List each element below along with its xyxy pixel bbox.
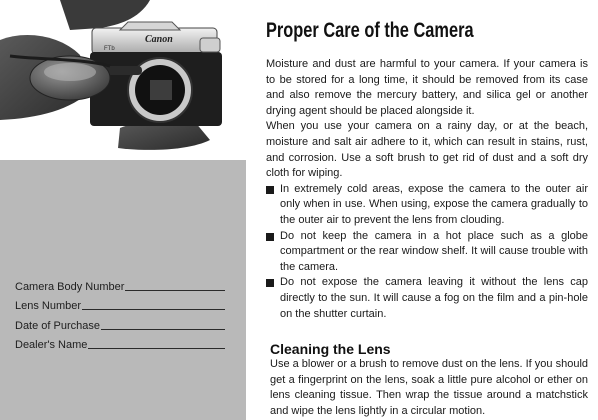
field-label: Lens Number (15, 300, 82, 312)
owner-record-panel (0, 160, 246, 420)
cleaning-text: Use a blower or a brush to remove dust on the lens. If you should get a fingerprint on the lens, soak a little pure alcohol or ether on lens cleaning tissue. Then wrap the tissue around a matchstick and wipe the lens lightly in a circular motion. (270, 358, 588, 417)
section-heading: Cleaning the Lens (270, 341, 391, 357)
care-body (266, 57, 588, 322)
field-label: Date of Purchase (15, 319, 100, 332)
bullet-item (266, 275, 588, 322)
square-bullet-icon (266, 233, 274, 241)
bullet-item (266, 229, 588, 276)
fill-in-line (88, 348, 225, 349)
text-column (266, 0, 588, 420)
bullet-text: In extremely cold areas, expose the camera to the outer air only when in use. When using, expose the camera gradually to the outer air to prevent the lens from clouding. (280, 182, 588, 226)
fill-in-line (101, 329, 225, 330)
record-row-date-of-purchase (15, 312, 225, 332)
camera-photo (0, 0, 246, 160)
record-row-lens-number (15, 293, 225, 313)
square-bullet-icon (266, 279, 274, 287)
fill-in-line (125, 290, 225, 291)
paragraph: When you use your camera on a rainy day, or at the beach, moisture and salt air adhere to it, which can result in stains, rust, and corrosion. Use a soft brush to get rid of dust and a soft dry cloth for wiping. (266, 120, 588, 180)
record-row-camera-body-number (15, 273, 225, 293)
bullet-item (266, 182, 588, 229)
paragraph: Moisture and dust are harmful to your camera. If your camera is to be stored for a long time, it should be removed from its case and also remove the mercury battery, and silica gel or another drying agent should be placed alongside it. (266, 58, 588, 117)
square-bullet-icon (266, 186, 274, 194)
page-title: Proper Care of the Camera (266, 19, 474, 42)
camera-cleaning-illustration (0, 0, 246, 160)
field-label: Dealer's Name (15, 339, 88, 351)
bullet-text: Do not keep the camera in a hot place such as a globe compartment or the rear window shelf. It will cause trouble with the camera. (280, 229, 588, 273)
field-label: Camera Body Number (15, 280, 125, 293)
camera-brand-logo: Canon (145, 34, 173, 45)
record-row-dealers-name (15, 332, 225, 352)
fill-in-line (82, 309, 225, 310)
camera-model-badge: FTb (104, 46, 115, 52)
record-form (15, 273, 225, 351)
bullet-text: Do not expose the camera leaving it without the lens cap directly to the sun. It will cause a fog on the film and a pin-hole on the shutter curtain. (280, 276, 588, 320)
